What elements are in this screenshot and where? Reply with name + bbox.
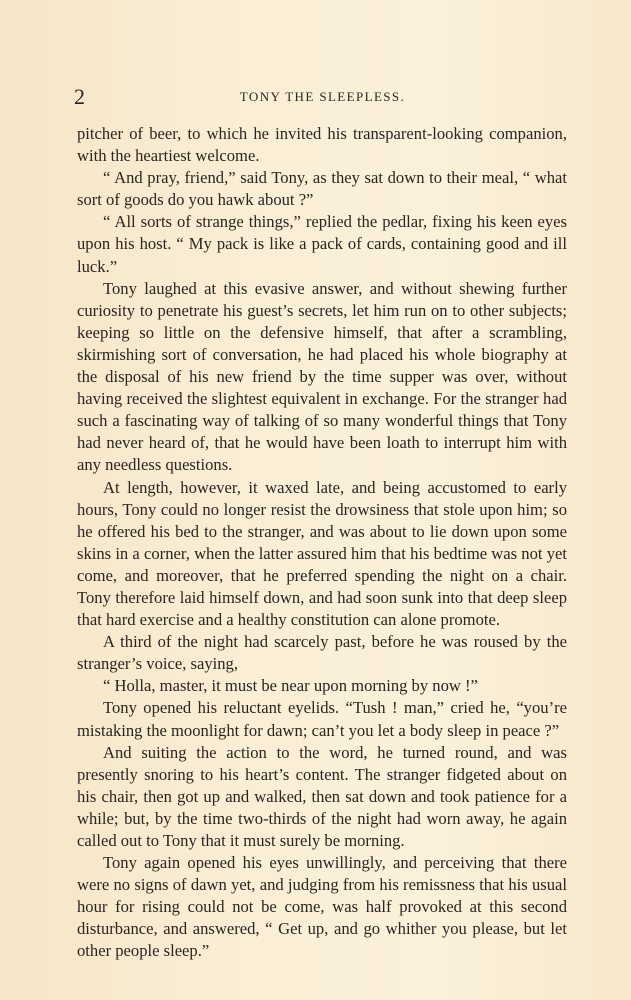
page-number: 2	[74, 84, 85, 109]
paragraph: At length, however, it waxed late, and being accustomed to early hours, Tony could no longer resist the drowsiness that stole upon him; so he offered his bed to the stranger, and was about to lie down upon some skins in a corner, when the latter assured him that his bedtime was not yet come, and moreover, that he preferred spending the night on a chair. Tony therefore laid himself down, and had soon sunk into that deep sleep that hard exercise and a healthy constitution can alone promote.	[77, 477, 567, 630]
running-head: TONY THE SLEEPLESS.	[239, 89, 406, 104]
paragraph: A third of the night had scarcely past, before he was roused by the stranger’s voice, saying,	[77, 632, 567, 674]
page-header	[74, 84, 571, 110]
paragraph: “ All sorts of strange things,” replied the pedlar, fixing his keen eyes upon his host. “ My pack is like a pack of cards, containing good and ill luck.”	[77, 212, 567, 276]
paragraph: Tony laughed at this evasive answer, and without shewing further curiosity to penetrate his guest’s secrets, let him run on to other subjects; keeping so little on the defensive himself, that after a scrambling, skirmishing sort of conversation, he had placed his whole biography at the disposal of his new friend by the time supper was over, without having received the slightest equivalent in exchange. For the stranger had such a fascinating way of talking of so many wonderful things that Tony had never heard of, that he would have been loath to interrupt him with any needless questions.	[77, 278, 567, 475]
paragraph: “ Holla, master, it must be near upon morning by now !”	[103, 676, 478, 696]
paragraph: Tony opened his reluctant eyelids. “Tush ! man,” cried he, “you’re mistaking the moonlight for dawn; can’t you let a body sleep in peace ?”	[77, 698, 567, 740]
paragraph: And suiting the action to the word, he turned round, and was presently snoring to his heart’s content. The stranger fidgeted about on his chair, then got up and walked, then sat down and took patience for a while; but, by the time two-thirds of the night had worn away, he again called out to Tony that it must surely be morning.	[77, 742, 567, 850]
body-text	[77, 123, 567, 963]
paragraph: pitcher of beer, to which he invited his transparent-looking companion, with the heartiest welcome.	[77, 124, 567, 166]
paragraph: Tony again opened his eyes unwillingly, and perceiving that there were no signs of dawn yet, and judging from his remissness that his usual hour for rising could not be come, was half provoked at this second disturbance, and answered, “ Get up, and go whither you please, but let other people sleep.”	[77, 853, 567, 961]
paragraph: “ And pray, friend,” said Tony, as they sat down to their meal, “ what sort of goods do you hawk about ?”	[77, 168, 567, 210]
